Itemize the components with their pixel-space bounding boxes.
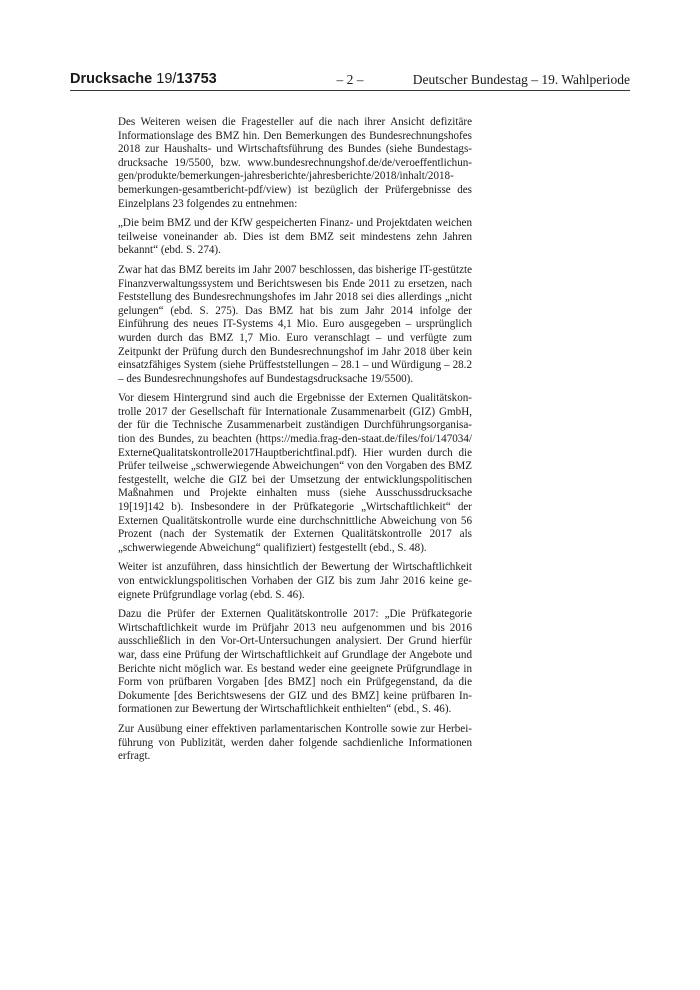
paragraph-giz-quality-control: Vor diesem Hintergrund sind auch die Ergebnisse der Externen Qualitätskontrolle 2017 der Gesellschaft für Internationale Zusammenarbeit (GIZ) GmbH, der für die Technische Zusammenarbeit zuständigen Durchführungsorganisation des Bundes, zu beachten (https://media.frag-den-staat.de/files/foi/147034/ ExterneQualitatskontrolle2017Hauptberichtfinal.pdf). Hier wurden durch die Prüfer teilweise „schwerwiegende Abweichungen“ von den Vorgaben des BMZ festgestellt, welche die GIZ bei der Umsetzung der entwicklungspolitischen Maßnahmen und Projekte einhalten muss (siehe Ausschussdrucksache 19[19]142 b). Insbesondere in der Prüfkategorie „Wirtschaftlichkeit“ der Externen Qualitätskontrolle wurde eine durchschnittliche Abweichung von 56 Prozent (nach der Systematik der Externen Qualitätskontrolle 2017 als „schwerwiegende Abweichung“ qualifiziert) festgestellt (ebd., S. 48). xyxy=(118,392,472,554)
body-text xyxy=(118,116,472,770)
document-number-prefix: 19/ xyxy=(156,71,177,87)
paragraph-intro: Des Weiteren weisen die Fragesteller auf die nach ihrer Ansicht defizitäre Informationslage des BMZ hin. Den Bemerkungen des Bundesrechnungshofes 2018 zur Haushalts- und Wirtschaftsführung des Bundes (siehe Bundestagsdrucksache 19/5500, bzw. www.bundesrechnungshof.de/de/veroeffentlichungen/produkte/bemerkungen-jahresberichte/jahresberichte/2018/inhalt/2018-bemerkungen-gesamtbericht-pdf/view) ist bezüglich der Prüfergebnisse des Einzelplans 23 folgendes zu entnehmen: xyxy=(118,116,472,210)
paragraph-conclusion: Zur Ausübung einer effektiven parlamentarischen Kontrolle sowie zur Herbeiführung von Publizität, werden daher folgende sachdienliche Informationen erfragt. xyxy=(118,722,472,763)
document-label: Drucksache xyxy=(70,71,153,87)
paragraph-quote: „Die beim BMZ und der KfW gespeicherten Finanz- und Projektdaten weichen teilweise voneinander ab. Dies ist dem BMZ seit mindestens zehn Jahren bekannt“ (ebd. S. 274). xyxy=(118,217,472,257)
paragraph-auditors-quote: Dazu die Prüfer der Externen Qualitätskontrolle 2017: „Die Prüfkategorie Wirtschaftlichkeit wurde im Prüfjahr 2013 neu aufgenommen und bis 2016 ausschließlich in den Vor-Ort-Untersuchungen analysiert. Der Grund hierfür war, dass eine Prüfung der Wirtschaftlichkeit auf Grundlage der Angebote und Berichte nicht möglich war. Es bestand weder eine geeignete Prüfgrundlage in Form von prüfbaren Vorgaben [des BMZ] noch ein Prüfgegenstand, da die Dokumente [des Berichtswesens der GIZ und des BMZ] keine prüfbaren Informationen zur Bewertung der Wirtschaftlichkeit enthielten“ (ebd., S. 46). xyxy=(118,608,472,716)
paragraph-it-system: Zwar hat das BMZ bereits im Jahr 2007 beschlossen, das bisherige IT-gestützte Finanzverwaltungssystem und Berichtswesen bis Ende 2011 zu ersetzen, nach Feststellung des Bundesrechnungshofes im Jahr 2018 sei dies allerdings „nicht gelungen“ (ebd. S. 275). Das BMZ hat bis zum Jahr 2014 infolge der Einführung des neues IT-Systems 4,1 Mio. Euro ausgegeben – ursprünglich wurden durch das BMZ 1,7 Mio. Euro veranschlagt – und verfügte zum Zeitpunkt der Prüfung durch den Bundesrechnungshof im Jahr 2018 über kein einsatzfähiges System (siehe Prüffeststellungen – 28.1 – und Würdigung – 28.2 – des Bundesrechnungshofes auf Bundestagsdrucksache 19/5500). xyxy=(118,263,472,385)
page-number: – 2 – xyxy=(336,72,364,87)
institution-name: Deutscher Bundestag – 19. Wahlperiode xyxy=(412,72,630,87)
document-number-suffix: 13753 xyxy=(176,71,217,87)
page-header xyxy=(70,70,630,91)
paragraph-assessment-basis: Weiter ist anzuführen, dass hinsichtlich der Bewertung der Wirtschaftlichkeit von entwicklungspolitischen Vorhaben der GIZ bis zum Jahr 2016 keine geeignete Prüfgrundlage vorlag (ebd. S. 46). xyxy=(118,561,472,601)
